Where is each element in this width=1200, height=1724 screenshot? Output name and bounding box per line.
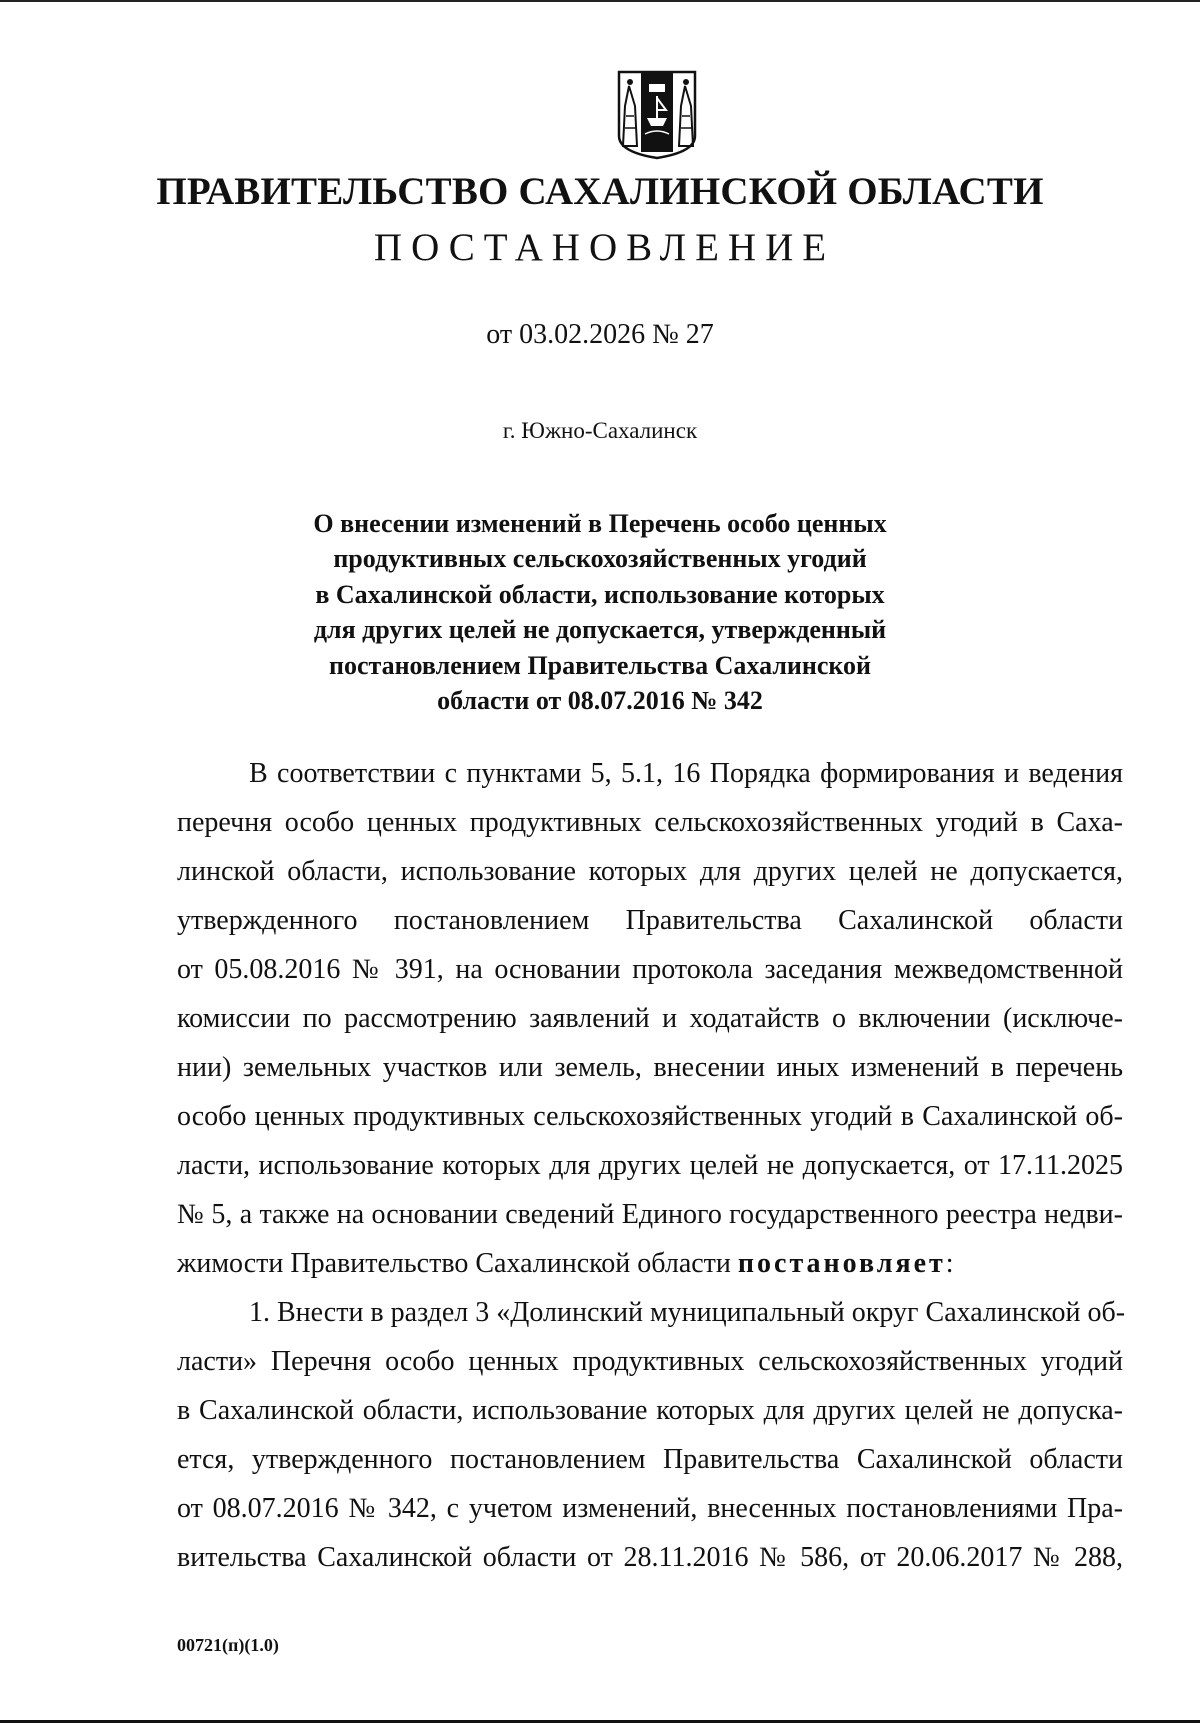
top-border-line (0, 0, 1200, 2)
subject-line: постановлением Правительства Сахалинской (328, 650, 872, 680)
text-line: ласти, использование которых для других целей не допускается, от 17.11.2025 (177, 1150, 1123, 1181)
subject-line: О внесении изменений в Перечень особо ценных (313, 509, 887, 538)
text-line: линской области, использование которых для других целей не допускается, (177, 856, 1123, 887)
text-line: № 5, а также на основании сведений Единого государственного реестра недви- (177, 1199, 1123, 1230)
paragraph-item-1 (177, 1288, 1126, 1582)
subject-line: в Сахалинской области, использование которых (315, 579, 885, 609)
text-line: особо ценных продуктивных сельскохозяйственных угодий в Сахалинской об- (177, 1101, 1123, 1132)
text-line: ласти» Перечня особо ценных продуктивных сельскохозяйственных угодий (177, 1346, 1123, 1377)
text-line: утвержденного постановлением Правительства Сахалинской области (177, 905, 1123, 936)
text-line: от 05.08.2016 № 391, на основании протокола заседания межведомственной (177, 954, 1123, 985)
document-code: 00721(п)(1.0) (177, 1635, 279, 1655)
subject-line: области от 08.07.2016 № 342 (437, 686, 763, 716)
subject-line: для других целей не допускается, утвержденный (313, 615, 887, 645)
text-line: ется, утвержденного постановлением Правительства Сахалинской области (177, 1444, 1123, 1475)
text-line: 1. Внести в раздел 3 «Долинский муниципальный округ Сахалинской об- (249, 1297, 1126, 1328)
resolves-colon: : (945, 1248, 954, 1279)
text-line: перечня особо ценных продуктивных сельскохозяйственных угодий в Саха- (177, 807, 1123, 838)
paragraph-preamble (177, 749, 1123, 1288)
text-line-resolves (177, 1239, 1123, 1288)
document-type: ПОСТАНОВЛЕНИЕ (373, 226, 836, 269)
text-line: нии) земельных участков или земель, внесении иных изменений в перечень (177, 1052, 1123, 1083)
text-line: В соответствии с пунктами 5, 5.1, 16 Порядка формирования и ведения (249, 758, 1123, 789)
text-line: вительства Сахалинской области от 28.11.2016 № 586, от 20.06.2017 № 288, (177, 1542, 1123, 1573)
sakhalin-coat-of-arms-icon (611, 66, 703, 160)
government-title: ПРАВИТЕЛЬСТВО САХАЛИНСКОЙ ОБЛАСТИ (156, 170, 1044, 213)
bottom-border-line (0, 1720, 1200, 1723)
subject-line: продуктивных сельскохозяйственных угодий (333, 544, 867, 574)
date-and-number: от 03.02.2026 № 27 (486, 319, 714, 350)
text-line: от 08.07.2016 № 342, с учетом изменений, внесенных постановлениями Пра- (177, 1493, 1123, 1524)
city-line: г. Южно-Сахалинск (502, 418, 698, 443)
text-line: в Сахалинской области, использование которых для других целей не допуска- (177, 1395, 1123, 1426)
document-body (177, 749, 1126, 1582)
resolves-keyword: постановляет (737, 1248, 946, 1279)
resolves-prefix: жимости Правительство Сахалинской области (177, 1248, 738, 1279)
document-subject (300, 506, 900, 718)
text-line: комиссии по рассмотрению заявлений и ходатайств о включении (исключе- (177, 1003, 1123, 1034)
